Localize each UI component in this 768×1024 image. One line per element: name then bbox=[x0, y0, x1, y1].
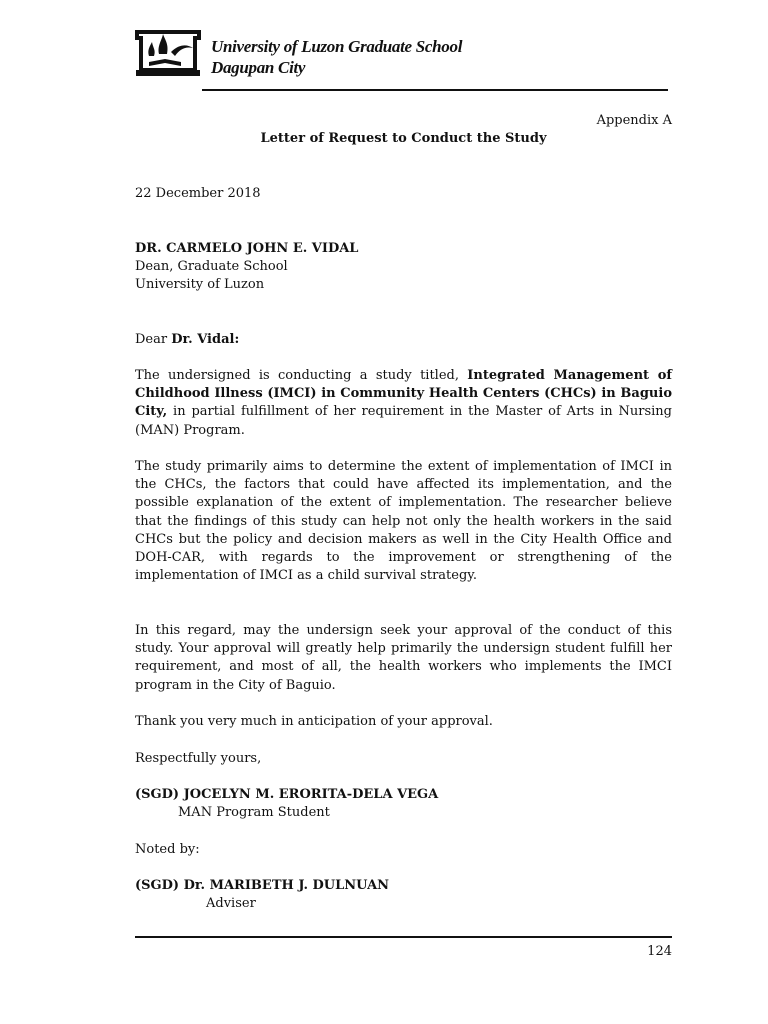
letterhead bbox=[211, 36, 462, 78]
adviser-name: (SGD) Dr. MARIBETH J. DULNUAN bbox=[135, 878, 390, 893]
paragraph-4: Thank you very much in anticipation of your approval. bbox=[135, 714, 493, 729]
footer-divider bbox=[135, 936, 672, 938]
noted-by: Noted by: bbox=[135, 842, 200, 857]
recipient-block bbox=[135, 240, 672, 295]
recipient-institution: University of Luzon bbox=[135, 277, 265, 293]
paragraph-3: In this regard, may the undersign seek your approval of the conduct of this study. Your approval will greatly help primarily the undersign student fulfill her requirement, and most of all, the health workers who implements the IMCI program in the City of Baguio. bbox=[135, 623, 672, 693]
salutation bbox=[135, 331, 672, 349]
signatory-block bbox=[135, 786, 672, 822]
salutation-prefix: Dear bbox=[135, 332, 172, 347]
letter-date: 22 December 2018 bbox=[135, 186, 261, 201]
recipient-name: DR. CARMELO JOHN E. VIDAL bbox=[135, 241, 359, 256]
appendix-label: Appendix A bbox=[596, 113, 672, 128]
signatory-role: MAN Program Student bbox=[178, 805, 330, 821]
adviser-role: Adviser bbox=[206, 896, 256, 912]
signatory-name: (SGD) JOCELYN M. ERORITA-DELA VEGA bbox=[135, 787, 439, 802]
p1-lead: The undersigned is conducting a study titled, bbox=[135, 368, 468, 383]
letterhead-university: University of Luzon Graduate School bbox=[211, 37, 463, 56]
recipient-position: Dean, Graduate School bbox=[135, 259, 288, 275]
salutation-name: Dr. Vidal: bbox=[171, 332, 240, 347]
adviser-block bbox=[135, 877, 672, 913]
closing: Respectfully yours, bbox=[135, 751, 262, 766]
university-logo-icon bbox=[135, 30, 201, 78]
page-number: 124 bbox=[647, 944, 672, 959]
p1-rest: in partial fulfillment of her requirement in the Master of Arts in Nursing (MAN) Program. bbox=[135, 404, 672, 438]
header-divider bbox=[202, 89, 668, 91]
paragraph-1 bbox=[135, 367, 672, 440]
letterhead-city: Dagupan City bbox=[211, 58, 306, 77]
document-title: Letter of Request to Conduct the Study bbox=[260, 131, 547, 146]
study-title: Integrated Management of Childhood Illness (IMCI) in Community Health Centers (CHCs) in Baguio City, bbox=[135, 368, 672, 420]
paragraph-2: The study primarily aims to determine the extent of implementation of IMCI in the CHCs, the factors that could have affected its implementation, and the possible explanation of the extent of implementation. The researcher believe that the findings of this study can help not only the health workers in the said CHCs but the policy and decision makers as well in the City Health Office and DOH-CAR, with regards to the improvement or strengthening of the implementation of IMCI as a child survival strategy. bbox=[135, 459, 672, 584]
